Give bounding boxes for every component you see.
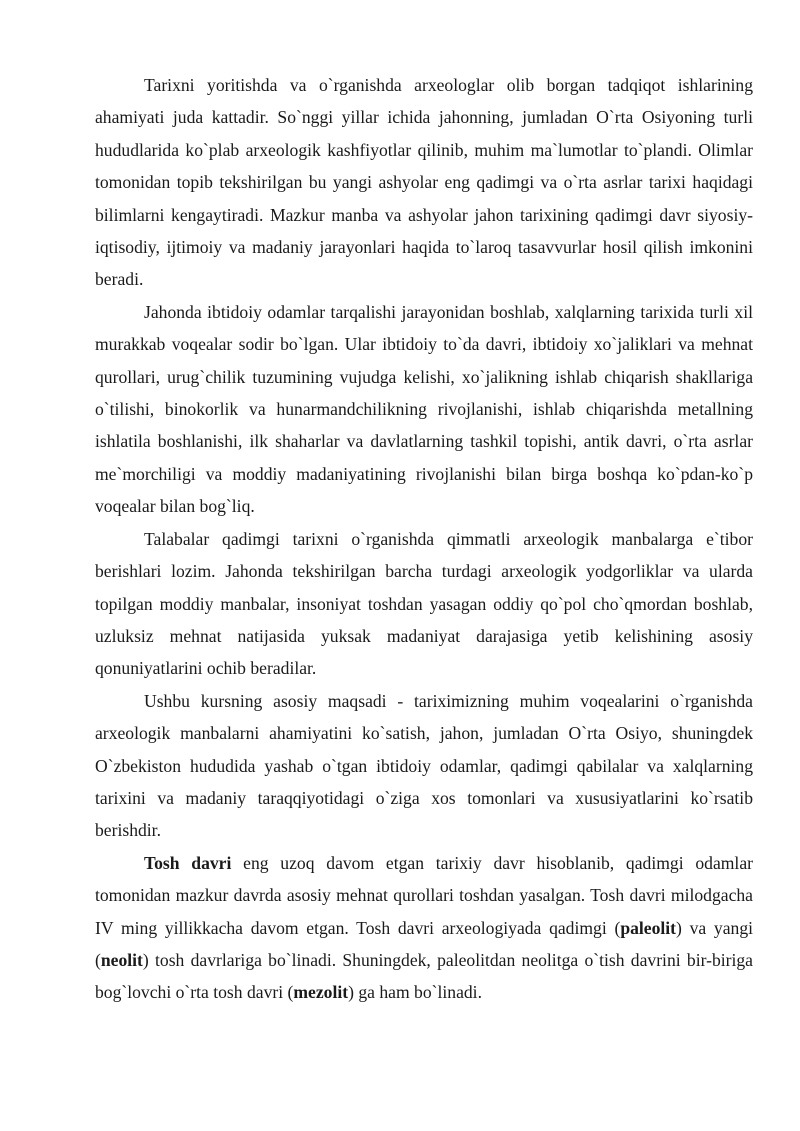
paragraph-stone-age-text-2: ) va yangi ( bbox=[95, 917, 753, 970]
paragraph-stone-age-text-3: ) tosh davrlariga bo`linadi. Shuningdek, paleolitdan neolitga o`tish davrini bir-biriga bog`lovchi o`rta tosh davri ( bbox=[95, 949, 753, 1003]
term-neolit: neolit bbox=[100, 949, 143, 970]
document-page bbox=[95, 69, 753, 1009]
paragraph-stone-age-text-4: ) ga ham bo`linadi. bbox=[348, 982, 482, 1003]
term-mezolit: mezolit bbox=[293, 982, 349, 1003]
paragraph-stone-age-text-1: eng uzoq davom etgan tarixiy davr hisoblanib, qadimgi odamlar tomonidan mazkur davrda asosiy mehnat qurollari toshdan yasalgan. Tosh davri milodgacha IV ming yillikkacha davom etgan. Tosh davri arxeologiyada qadimgi ( bbox=[95, 852, 753, 938]
paragraph-stone-age bbox=[95, 847, 753, 1009]
term-paleolit: paleolit bbox=[620, 917, 677, 938]
paragraph-course-goal: Ushbu kursning asosiy maqsadi - tariximizning muhim voqealarini o`rganishda arxeologik manbalarni ahamiyatini ko`satish, jahon, jumladan O`rta Osiyo, shuningdek O`zbekiston hududida yashab o`tgan ibtidoiy odamlar, qadimgi qabilalar va xalqlarning tarixini va madaniy taraqqiyotidagi o`ziga xos tomonlari va xususiyatlarini ko`rsatib berishdir. bbox=[95, 690, 753, 841]
paragraph-ancient-events: Jahonda ibtidoiy odamlar tarqalishi jarayonidan boshlab, xalqlarning tarixida turli xil murakkab voqealar sodir bo`lgan. Ular ibtidoiy to`da davri, ibtidoiy xo`jaliklari va mehnat qurollari, urug`chilik tuzumining vujudga kelishi, xo`jalikning ishlab chiqarish shakllariga o`tilishi, binokorlik va hunarmandchilikning rivojlanishi, ishlab chiqarishda metallning ishlatila boshlanishi, ilk shaharlar va davlatlarning tashkil topishi, antik davri, o`rta asrlar me`morchiligi va moddiy madaniyatining rivojlanishi bilan birga boshqa ko`pdan-ko`p voqealar bilan bog`liq. bbox=[95, 301, 753, 517]
paragraph-intro: Tarixni yoritishda va o`rganishda arxeologlar olib borgan tadqiqot ishlarining ahamiyati juda kattadir. So`nggi yillar ichida jahonning, jumladan O`rta Osiyoning turli hududlarida ko`plab arxeologik kashfiyotlar qilinib, muhim ma`lumotlar to`plandi. Olimlar tomonidan topib tekshirilgan bu yangi ashyolar eng qadimgi va o`rta asrlar tarixi haqidagi bilimlarni kengaytiradi. Mazkur manba va ashyolar jahon tarixining qadimgi davr siyosiy-iqtisodiy, ijtimoiy va madaniy jarayonlari haqida to`laroq tasavvurlar hosil qilish imkonini beradi. bbox=[95, 75, 753, 290]
term-stone-age: Tosh davri bbox=[144, 852, 232, 873]
paragraph-students: Talabalar qadimgi tarixni o`rganishda qimmatli arxeologik manbalarga e`tibor berishlari lozim. Jahonda tekshirilgan barcha turdagi arxeologik yodgorliklar va ularda topilgan moddiy manbalar, insoniyat toshdan yasagan oddiy qo`pol cho`qmordan boshlab, uzluksiz mehnat natijasida yuksak madaniyat darajasiga yetib kelishining asosiy qonuniyatlarini ochib beradilar. bbox=[95, 528, 753, 679]
